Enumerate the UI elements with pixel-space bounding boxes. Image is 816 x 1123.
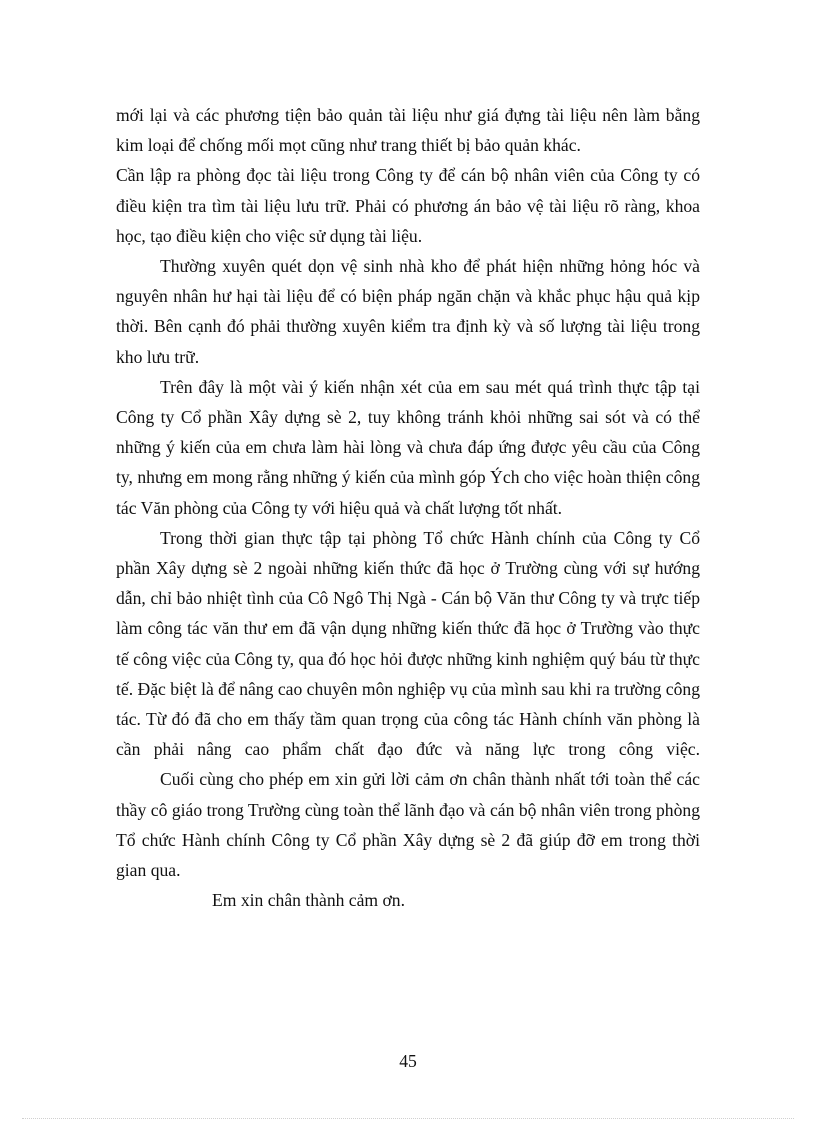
paragraph-thanks: Cuối cùng cho phép em xin gửi lời cảm ơn chân thành nhất tới toàn thể các thầy cô giáo trong Trường cùng toàn thể lãnh đạo và cán bộ nhân viên trong phòng Tổ chức Hành chính Công ty Cổ phần Xây dựng sè 2 đã giúp đỡ em trong thời gian qua.: [116, 769, 700, 881]
paragraph-continuation: mới lại và các phương tiện bảo quản tài liệu như giá đựng tài liệu nên làm bằng kim loại để chống mối mọt cũng như trang thiết bị bảo quản khác.: [116, 105, 700, 156]
body-text: [116, 100, 700, 915]
closing-line: Em xin chân thành cảm ơn.: [212, 890, 406, 911]
footer-divider: [22, 1118, 794, 1119]
paragraph-remarks: Trên đây là một vài ý kiến nhận xét của em sau mét quá trình thực tập tại Công ty Cổ phần Xây dựng sè 2, tuy không tránh khỏi những sai sót và có thể những ý kiến của em chưa làm hài lòng và chưa đáp ứng được yêu cầu của Công ty, nhưng em mong rằng những ý kiến của mình góp Ých cho việc hoàn thiện công tác Văn phòng của Công ty với hiệu quả và chất lượng tốt nhất.: [116, 376, 700, 518]
paragraph-reading-room: Cần lập ra phòng đọc tài liệu trong Công ty để cán bộ nhân viên của Công ty có điều kiện tra tìm tài liệu lưu trữ. Phải có phương án bảo vệ tài liệu rõ ràng, khoa học, tạo điều kiện cho việc sử dụng tài liệu.: [116, 165, 700, 246]
paragraph-internship: Trong thời gian thực tập tại phòng Tổ chức Hành chính của Công ty Cổ phần Xây dựng sè 2 ngoài những kiến thức đã học ở Trường cùng với sự hướng dẫn, chỉ bảo nhiệt tình của Cô Ngô Thị Ngà - Cán bộ Văn thư Công ty và trực tiếp làm công tác văn thư em đã vận dụng những kiến thức đã học ở Trường vào thực tế công việc của Công ty, qua đó học hỏi được những kinh nghiệm quý báu từ thực tế. Đặc biệt là để nâng cao chuyên môn nghiệp vụ của mình sau khi ra trường công tác. Từ đó đã cho em thấy tầm quan trọng của công tác Hành chính văn phòng là cần phải nâng cao phẩm chất đạo đức và năng lực trong công việc.: [116, 527, 700, 760]
paragraph-cleaning: Thường xuyên quét dọn vệ sinh nhà kho để phát hiện những hỏng hóc và nguyên nhân hư hại tài liệu để có biện pháp ngăn chặn và khắc phục hậu quả kịp thời. Bên cạnh đó phải thường xuyên kiểm tra định kỳ và số lượng tài liệu trong kho lưu trữ.: [116, 256, 700, 367]
page-number: 45: [399, 1051, 417, 1071]
